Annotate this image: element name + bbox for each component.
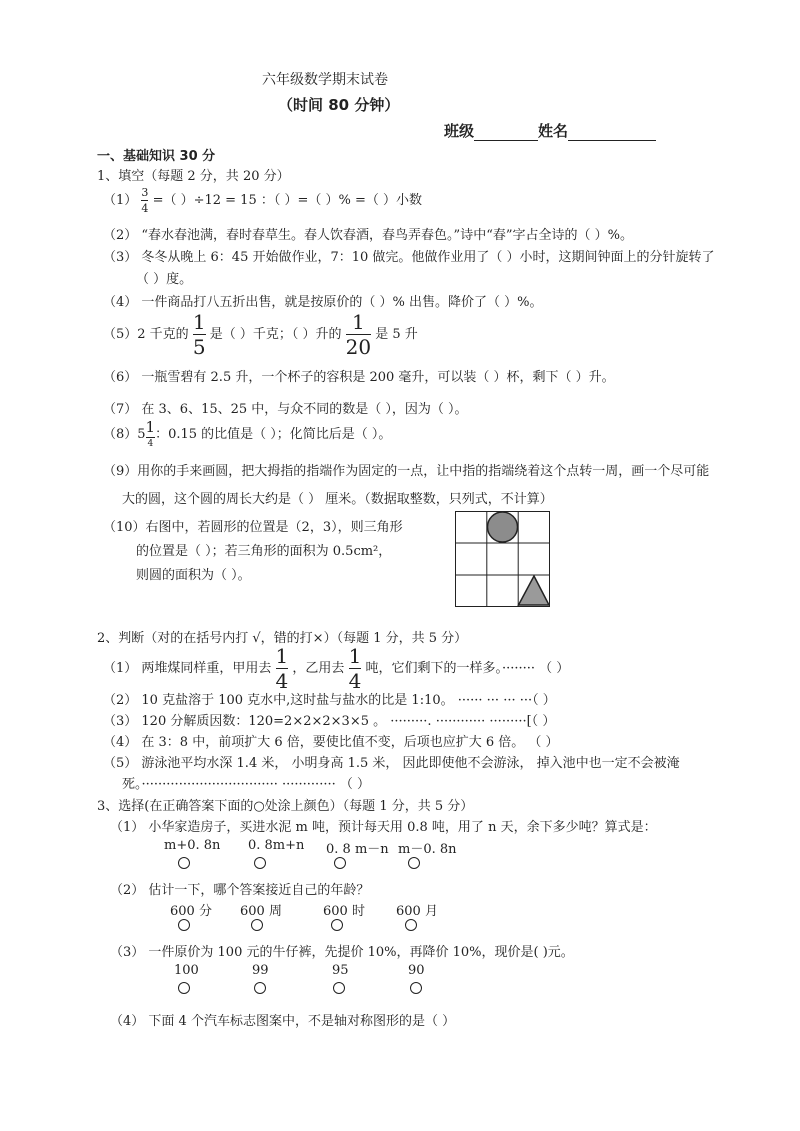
question-1-2: （2） “春水春池满，春时春草生。春人饮春酒，春鸟弄春色。”诗中“春”字占全诗的（ ）%。 [103, 228, 633, 243]
grid-svg [455, 511, 550, 607]
choice-1-option-1: m+0. 8n [164, 838, 221, 853]
judge-2: （2） 10 克盐溶于 100 克水中,这时盐与盐水的比是 1:10。 ······ ··· ··· ···（ ） [103, 693, 556, 708]
choice-heading: 3、选择(在正确答案下面的○处涂上颜色）（每题 1 分，共 5 分） [97, 799, 474, 814]
class-label: 班级 [444, 122, 475, 140]
choice-3-option-2: 99 [252, 963, 269, 978]
choice-3-option-4: 90 [408, 963, 425, 978]
choice-3-bubble-1[interactable] [178, 982, 190, 998]
exam-title: 六年级数学期末试卷 [262, 72, 388, 88]
class-field [444, 120, 656, 141]
choice-1-bubble-4[interactable] [408, 857, 420, 873]
choice-1-option-4: m－0. 8n [398, 842, 457, 857]
choice-1-bubble-3[interactable] [334, 857, 346, 873]
question-1-7: （7） 在 3、6、15、25 中，与众不同的数是（ ），因为（ ）。 [103, 402, 468, 417]
choice-3-bubble-3[interactable] [333, 982, 345, 998]
choice-2-bubble-4[interactable] [405, 919, 417, 935]
name-blank [568, 122, 656, 141]
question-1-3a: （3） 冬冬从晚上 6：45 开始做作业，7：10 做完。他做作业用了（ ）小时，这期间钟面上的分针旋转了 [103, 250, 715, 265]
question-1-10c: 则圆的面积为（ ）。 [136, 568, 251, 583]
grid-figure [455, 511, 550, 607]
judge-4: （4） 在 3：8 中，前项扩大 6 倍，要使比值不变，后项也应扩大 6 倍。 （ ） [103, 735, 559, 750]
choice-1-option-2: 0. 8m+n [248, 838, 305, 853]
name-label: 姓名 [538, 122, 569, 140]
question-1-1: （1） $\frac{3}{4}$ =（ ）÷12 = 15 ：（ ）=（ ）% =（ ）小数 [103, 186, 423, 215]
judge-5b: 死。································· ············· （ ） [122, 777, 370, 792]
choice-3-bubble-2[interactable] [254, 982, 266, 998]
choice-1-option-3: 0. 8 m－n [326, 842, 389, 857]
judge-5a: （5） 游泳池平均水深 1.4 米， 小明身高 1.5 米， 因此即使他不会游泳， 掉入池中也一定不会被淹 [103, 756, 680, 771]
question-1-4: （4） 一件商品打八五折出售，就是按原价的（ ）% 出售。降价了（ ）%。 [103, 295, 543, 310]
choice-3-option-1: 100 [174, 963, 199, 978]
choice-2-option-3: 600 时 [323, 904, 365, 919]
question-1-6: （6） 一瓶雪碧有 2.5 升，一个杯子的容积是 200 毫升，可以装（ ）杯，剩下（ ）升。 [103, 370, 615, 385]
judge-1: （1） 两堆煤同样重，甲用去 $\frac{1}{4}$ ，乙用去 $\frac{1}{4}$ 吨，它们剩下的一样多。········ （ ） [103, 644, 570, 693]
choice-3-bubble-4[interactable] [410, 982, 422, 998]
class-blank [474, 122, 538, 141]
question-1-5: （5）2 千克的 $\frac{1}{5}$ 是（ ）千克；（ ）升的 $\frac{1}{20}$ 是 5 升 [103, 310, 418, 359]
triangle-shape [519, 576, 550, 605]
choice-2-bubble-3[interactable] [331, 919, 343, 935]
fill-heading: 1、填空（每题 2 分，共 20 分） [97, 169, 290, 184]
judge-3: （3） 120 分解质因数：120=2×2×2×3×5 。 ·········. ············ ·········[（ ） [103, 714, 556, 729]
choice-3-option-3: 95 [332, 963, 349, 978]
question-1-10a: （10）右图中，若圆形的位置是（2，3），则三角形 [103, 520, 403, 535]
section1-heading: 一、基础知识 30 分 [97, 149, 216, 164]
question-1-9a: （9）用你的手来画圆，把大拇指的指端作为固定的一点，让中指的指端绕着这个点转一周，画一个尽可能 [103, 464, 710, 479]
question-1-8: （8）5 $\frac{1}{4}$ ：0.15 的比值是（ ）；化简比后是（ ）。 [103, 418, 392, 449]
question-1-9b: 大的圆，这个圆的周长大约是（ ） 厘米。（数据取整数，只列式，不计算） [122, 492, 553, 507]
choice-2: （2） 估计一下，哪个答案接近自己的年龄？ [110, 883, 370, 898]
choice-2-option-2: 600 周 [240, 904, 282, 919]
choice-2-bubble-1[interactable] [178, 919, 190, 935]
exam-time: （时间 80 分钟） [278, 96, 400, 114]
judge-heading: 2、判断（对的在括号内打 √，错的打×）（每题 1 分，共 5 分） [97, 631, 468, 646]
circle-shape [488, 512, 518, 542]
question-1-10b: 的位置是（ ）；若三角形的面积为 0.5cm²， [136, 544, 392, 559]
question-1-3b: （ ）度。 [136, 272, 193, 287]
choice-3: （3） 一件原价为 100 元的牛仔裤，先提价 10%，再降价 10%，现价是( )元。 [110, 945, 574, 960]
choice-4: （4） 下面 4 个汽车标志图案中，不是轴对称图形的是（ ） [110, 1014, 456, 1029]
choice-2-option-4: 600 月 [396, 904, 438, 919]
choice-1: （1） 小华家造房子，买进水泥 m 吨，预计每天用 0.8 吨，用了 n 天，余下多少吨？算式是： [110, 820, 657, 835]
choice-1-bubble-2[interactable] [254, 857, 266, 873]
choice-2-bubble-2[interactable] [251, 919, 263, 935]
choice-2-option-1: 600 分 [170, 904, 212, 919]
choice-1-bubble-1[interactable] [178, 857, 190, 873]
